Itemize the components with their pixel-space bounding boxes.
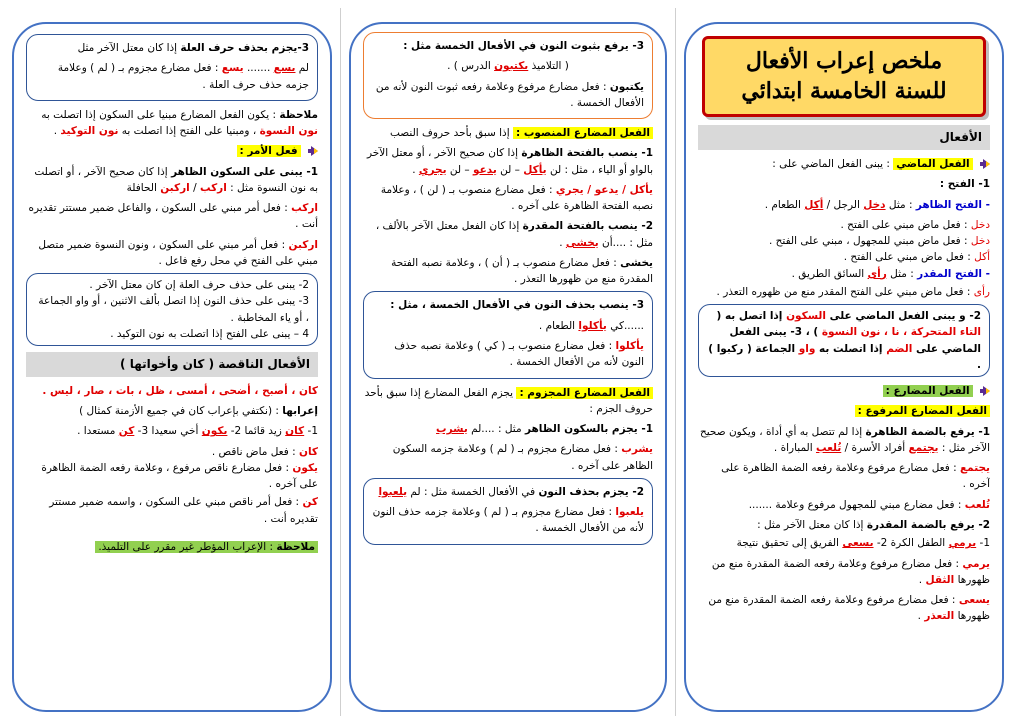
jazm-harf-illa-box: 3-يجزم بحذف حرف العلة إذا كان معتل الآخر مثل لم يسع ....... يسع : فعل مضارع مجزوم بـ ( لم ) وعلامة جزمه حذف حرف العلة . xyxy=(26,34,318,101)
title-line-1: ملخص إعراب الأفعال xyxy=(745,48,943,74)
irab-raa: رأى : فعل ماض مبني على الفتح المقدر منع من ظهوره التعذر . xyxy=(716,285,990,298)
irab-yashrab: يشرب : فعل مضارع مجزوم بـ ( لم ) وعلامة جزمه السكون الظاهر على آخره . xyxy=(392,443,653,472)
fath-title: 1- الفتح : xyxy=(939,178,990,191)
column-content xyxy=(26,30,318,706)
irab-intro: إعرابها : (نكتفي بإعراب كان في جميع الأزمنة كمثال ) xyxy=(79,405,318,418)
irab-kana: كان : فعل ماض ناقص . xyxy=(211,445,318,458)
amr-rules-box: 2- يبنى على حذف حرف العلة إن كان معتل الآخر . 3- يبنى على حذف النون إذا اتصل بألف الاثنين ، أو واو الجماعة ، أو ياء المخاطبة . 4 – يبنى على الفتح إذا اتصلت به نون التوكيد . xyxy=(26,273,318,346)
irab-tulab: تُلعب : فعل مضارع مبني للمجهول مرفوع وعلامة ....... xyxy=(748,498,990,511)
nasb-fatha-assumed: 2- ينصب بالفتحة المقدرة إذا كان الفعل معتل الآخر بالألف ، مثل : ....أن يخشى . xyxy=(375,220,653,249)
majzum-header: الفعل المضارع المجزوم : يجزم الفعل المضارع إذا سبق بأحد حروف الجزم : xyxy=(364,386,653,415)
verbs-header: الأفعال xyxy=(698,125,990,150)
arrow-pointer-icon xyxy=(980,386,990,396)
fath-apparent: - الفتح الظاهر : مثل دخل الرجل / أكل الطعام . xyxy=(764,198,990,211)
column-left xyxy=(4,8,340,716)
mansub-header: الفعل المضارع المنصوب : إذا سبق بأحد حروف النصب xyxy=(363,125,653,141)
page-title xyxy=(702,36,986,117)
arrow-pointer-icon xyxy=(980,159,990,169)
jazm-sukun: 1- يجزم بالسكون الظاهر مثل : ....لم يشرب xyxy=(436,423,653,436)
irab-dakhala: دخل : فعل ماض مبني على الفتح . xyxy=(840,218,990,231)
irab-dukhila: دخل : فعل ماض مبني للمجهول ، مبني على الفتح . xyxy=(768,235,990,248)
irab-nasb-apparent: يأكل / يدعو / يجري : فعل مضارع منصوب بـ ( لن ) ، وعلامة نصبه الفتحة الظاهرة على آخره . xyxy=(380,183,653,213)
column-content xyxy=(698,30,990,706)
irab-yakhsha: يخشى : فعل مضارع منصوب بـ ( أن ) ، وعلامة نصبه الفتحة المقدرة منع من ظهورها التعذر . xyxy=(391,256,653,286)
irab-yajtami: يجتمع : فعل مضارع مرفوع وعلامة رفعه الضمة الظاهرة على آخره . xyxy=(721,462,990,491)
note-framed: ملاحظة : الإعراب المؤطر غير مقرر على التلميذ. xyxy=(26,539,318,555)
fath-assumed: - الفتح المقدر : مثل رأى السائق الطريق . xyxy=(791,267,990,280)
amr-sukun: 1- يبنى على السكون الظاهر إذا كان صحيح الآخر ، أو اتصلت به نون النسوة مثل : اركب / اركبن الحافلة xyxy=(34,165,318,194)
marfu-header: الفعل المضارع المرفوع : xyxy=(698,403,990,419)
past-intro: الفعل الماضي : يبنى الفعل الماضي على : xyxy=(698,156,990,172)
raf-damma-assumed: 2- يرفع بالضمة المقدرة إذا كان معتل الآخر مثل : xyxy=(757,519,990,532)
raf-examples: 1- يرمي الطفل الكرة 2- يسعى الفريق إلى تحقيق نتيجة xyxy=(736,537,990,550)
irab-irkab: اركب : فعل أمر مبني على السكون ، والفاعل ضمير مستتر تقديره أنت . xyxy=(28,202,318,231)
irab-kun: كن : فعل أمر ناقص مبني على السكون ، واسمه ضمير مستتر تقديره أنت . xyxy=(49,496,318,525)
column-right xyxy=(676,8,1012,716)
column-middle xyxy=(340,8,676,716)
kana-sisters: كان ، أصبح ، أضحى ، أمسى ، ظل ، بات ، صار ، ليس . xyxy=(42,384,318,397)
naqisa-header: الأفعال الناقصة ( كان وأخواتها ) xyxy=(26,352,318,377)
arrow-pointer-icon xyxy=(308,146,318,156)
irab-yasa: يسعى : فعل مضارع مرفوع وعلامة رفعه الضمة المقدرة منع من ظهورها التعذر . xyxy=(708,594,990,623)
thubut-nun-box: 3- يرفع بثبوت النون في الأفعال الخمسة مثل : ( التلاميذ يكتبون الدرس ) . يكتبون : فعل مضارع مرفوع وعلامة رفعه ثبوت النون لأنه من الأفعال الخمسة . xyxy=(363,32,653,119)
irab-yarmi: يرمي : فعل مضارع مرفوع وعلامة رفعه الضمة المقدرة منع من ظهورها الثقل . xyxy=(711,557,990,586)
amr-header: فعل الأمر : xyxy=(26,143,318,159)
sukun-damm-box: 2- و يبنى الفعل الماضي على السكون إذا اتصل به ( التاء المتحركة ، نا ، نون النسوة ) ، 3- يبنى الفعل الماضي على الضم إذا اتصلت به واو الجماعة ( ركبوا ) . xyxy=(698,304,990,377)
note-mabni: ملاحظة : يكون الفعل المضارع مبنيا على السكون إذا اتصلت به نون النسوة ، ومبنيا على الفتح إذا اتصلت به نون التوكيد . xyxy=(41,108,318,138)
present-header: الفعل المضارع : xyxy=(698,383,990,399)
nasb-fatha-apparent: 1- ينصب بالفتحة الظاهرة إذا كان صحيح الآخر ، أو معتل الآخر بالواو أو الياء ، مثل : لن يأكل – لن يدعو – لن يجري . xyxy=(367,147,653,176)
irab-irkabna: اركبن : فعل أمر مبني على السكون ، ونون النسوة ضمير متصل مبني على الفتح في محل رفع فاعل . xyxy=(38,238,318,267)
jazm-hadhf-nun-box: 2- يجزم بحذف النون في الأفعال الخمسة مثل : لم يلعبوا يلعبوا : فعل مضارع مجزوم بـ ( لم ) وعلامة جزمه حذف النون لأنه من الأفعال الخمسة . xyxy=(363,478,653,545)
title-line-2: للسنة الخامسة ابتدائي xyxy=(741,77,947,104)
irab-akala: أكل : فعل ماض مبني على الفتح . xyxy=(843,251,990,264)
column-content xyxy=(363,30,653,706)
nasb-hadhf-nun-box: 3- ينصب بحذف النون في الأفعال الخمسة ، مثل : ......كي يأكلوا الطعام . يأكلوا : فعل مضارع منصوب بـ ( كي ) وعلامة نصبه حذف النون لأنه من الأفعال الخمسة . xyxy=(363,291,653,378)
past-label: الفعل الماضي xyxy=(893,158,972,170)
kana-examples: 1- كان زيد قائما 2- يكون أخي سعيدا 3- كن مستعدا . xyxy=(77,425,318,438)
raf-damma-apparent: 1- يرفع بالضمة الظاهرة إذا لم تتصل به أي أداة ، ويكون صحيح الآخر مثل : يجتمع أفراد الأسرة / تُلعب المباراة . xyxy=(699,425,990,454)
irab-yakunu: يكون : فعل مضارع ناقص مرفوع ، وعلامة رفعه الضمة الظاهرة على آخره . xyxy=(41,461,318,491)
